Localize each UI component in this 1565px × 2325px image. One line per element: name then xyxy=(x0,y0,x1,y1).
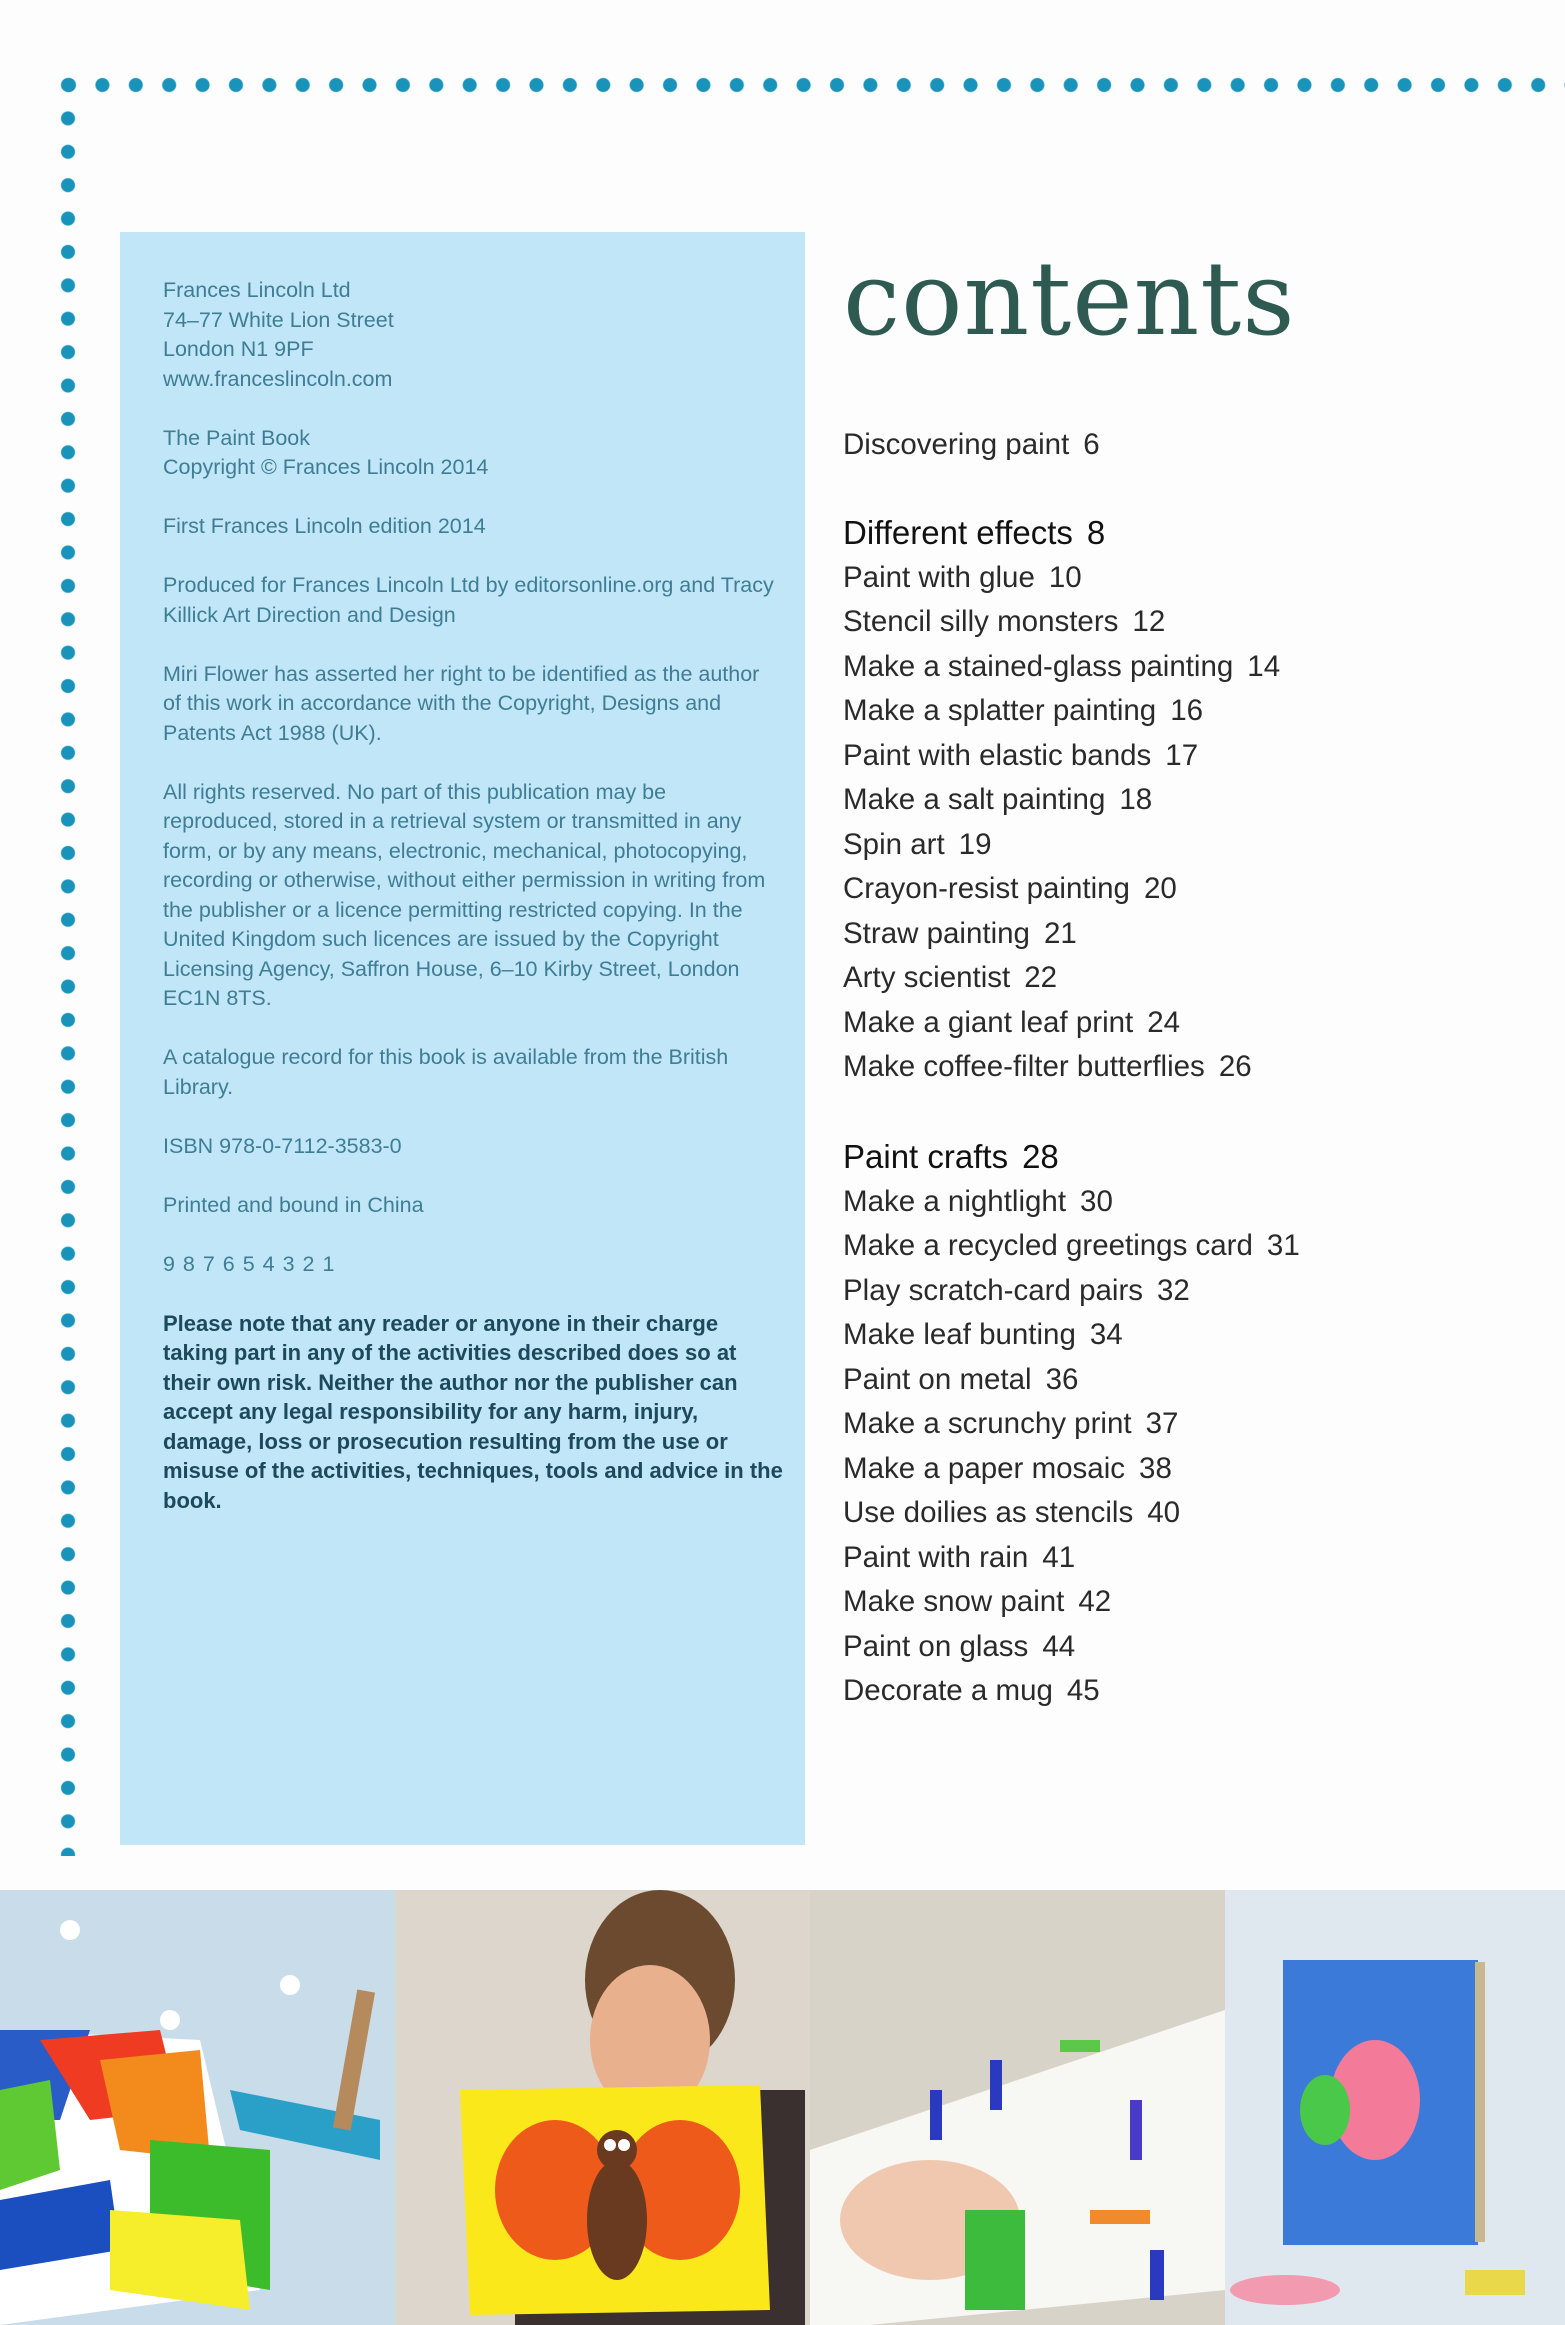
toc-entry[interactable] xyxy=(843,956,1280,1001)
toc-entry[interactable] xyxy=(843,867,1280,912)
toc-entry-label: Make a paper mosaic xyxy=(843,1451,1126,1485)
toc-entry-page: 34 xyxy=(1089,1318,1123,1351)
photo-strip xyxy=(0,1890,1565,2325)
toc-entry[interactable] xyxy=(843,556,1280,601)
dotted-border-left xyxy=(59,76,77,1856)
toc-entry-label: Straw painting xyxy=(843,916,1030,950)
toc-entry-page: 38 xyxy=(1139,1451,1172,1485)
publisher-address: Frances Lincoln Ltd 74–77 White Lion Street London N1 9PF www.franceslincoln.com xyxy=(163,278,394,391)
toc-entry[interactable] xyxy=(843,1402,1300,1447)
photo-handprint-turkey xyxy=(395,1890,810,2325)
toc-entry-label: Spin art xyxy=(843,827,945,861)
toc-entry[interactable] xyxy=(843,1447,1300,1492)
toc-entry[interactable] xyxy=(843,778,1280,823)
toc-entry-label: Paint with elastic bands xyxy=(843,738,1152,772)
edition: First Frances Lincoln edition 2014 xyxy=(163,514,486,538)
toc-entry-page: 28 xyxy=(1022,1138,1059,1175)
dotted-border-top xyxy=(60,76,1565,94)
toc-entry-label: Make leaf bunting xyxy=(843,1318,1076,1351)
print-line: 9 8 7 6 5 4 3 2 1 xyxy=(163,1251,336,1276)
toc-entry[interactable] xyxy=(843,1625,1300,1670)
toc-entry[interactable] xyxy=(843,1536,1300,1581)
toc-entry-page: 21 xyxy=(1043,916,1077,950)
toc-entry[interactable] xyxy=(843,1313,1300,1358)
toc-intro xyxy=(843,423,1100,468)
toc-entry-page: 30 xyxy=(1080,1184,1113,1218)
toc-entry-label: Paint with glue xyxy=(843,560,1035,594)
rights-reserved: All rights reserved. No part of this publication may be reproduced, stored in a retrieval system or transmitted in any form, or by any means, electronic, mechanical, photocopying, recording or otherwise, without either permission in writing from the publisher or a licence permitting restricted copying. In the United Kingdom such licences are issued by the Copyright Licensing Agency, Saffron House, 6–10 Kirby Street, London EC1N 8TS. xyxy=(163,779,766,1010)
toc-entry[interactable] xyxy=(843,1269,1300,1314)
toc-entry-page: 16 xyxy=(1170,694,1204,727)
toc-entry-page: 20 xyxy=(1143,872,1177,905)
toc-entry[interactable] xyxy=(843,689,1280,734)
photo-scrunchy-print xyxy=(810,1890,1225,2325)
spin-art-image xyxy=(0,1890,395,2325)
imprint-panel xyxy=(120,232,805,1845)
toc-entry-label: Make a nightlight xyxy=(843,1184,1067,1218)
toc-entry-label: Crayon-resist painting xyxy=(843,872,1130,905)
toc-entry[interactable] xyxy=(843,600,1280,645)
toc-entry-label: Arty scientist xyxy=(843,961,1011,994)
handprint-turkey-image xyxy=(395,1890,810,2325)
toc-entry-label: Stencil silly monsters xyxy=(843,605,1119,638)
toc-entry-page: 42 xyxy=(1078,1585,1112,1618)
toc-entry-page: 44 xyxy=(1042,1629,1076,1663)
safety-note: Please note that any reader or anyone in their charge taking part in any of the activities described does so at their own risk. Neither the author nor the publisher can accept any legal responsibility for any harm, injury, damage, loss or prosecution resulting from the use or misuse of the activities, techniques, tools and advice in the book. xyxy=(163,1310,783,1513)
isbn: ISBN 978-0-7112-3583-0 xyxy=(163,1133,402,1158)
toc-entry-page: 41 xyxy=(1042,1540,1076,1574)
produced-by: Produced for Frances Lincoln Ltd by editorsonline.org and Tracy Killick Art Direction and Design xyxy=(163,573,774,627)
toc-entry-label: Make a scrunchy print xyxy=(843,1407,1132,1440)
toc-entry-label: Decorate a mug xyxy=(843,1674,1053,1707)
toc-entry-page: 26 xyxy=(1218,1050,1252,1083)
toc-entry[interactable] xyxy=(843,645,1280,690)
toc-entry-label: Make a splatter painting xyxy=(843,694,1157,727)
toc-entry[interactable] xyxy=(843,1001,1280,1046)
toc-entry-label: Paint crafts xyxy=(843,1138,1009,1175)
toc-entry-page: 37 xyxy=(1145,1407,1179,1440)
book-copyright: The Paint Book Copyright © Frances Lincoln 2014 xyxy=(163,425,489,479)
toc-section-different-effects xyxy=(843,511,1280,1090)
toc-entry[interactable] xyxy=(843,1580,1300,1625)
toc-section-heading[interactable] xyxy=(843,1135,1300,1180)
toc-entry-label: Play scratch-card pairs xyxy=(843,1273,1144,1307)
toc-entry-label: Make a recycled greetings card xyxy=(843,1229,1253,1262)
toc-entry-label: Make snow paint xyxy=(843,1585,1065,1618)
toc-entry-page: 31 xyxy=(1266,1229,1300,1262)
toc-entry-page: 22 xyxy=(1024,961,1058,994)
toc-entry-page: 17 xyxy=(1165,738,1199,772)
toc-entry-page: 12 xyxy=(1132,605,1166,638)
toc-entry-label: Paint on glass xyxy=(843,1629,1029,1663)
toc-entry-label: Discovering paint xyxy=(843,428,1070,461)
toc-entry-page: 45 xyxy=(1066,1674,1100,1707)
toc-entry[interactable] xyxy=(843,1224,1300,1269)
toc-entry[interactable] xyxy=(843,1045,1280,1090)
painted-card-image xyxy=(1225,1890,1565,2325)
toc-section-heading[interactable] xyxy=(843,511,1280,556)
toc-entry-label: Make a stained-glass painting xyxy=(843,649,1234,683)
toc-entry-page: 6 xyxy=(1083,428,1100,461)
toc-entry-page: 8 xyxy=(1086,514,1106,551)
toc-entry[interactable] xyxy=(843,734,1280,779)
toc-entry-page: 19 xyxy=(958,827,992,861)
catalogue-record: A catalogue record for this book is available from the British Library. xyxy=(163,1045,729,1099)
toc-entry[interactable] xyxy=(843,1358,1300,1403)
toc-entry-page: 36 xyxy=(1045,1362,1079,1396)
toc-entry-label: Paint with rain xyxy=(843,1540,1029,1574)
toc-entry[interactable] xyxy=(843,1180,1300,1225)
toc-entry-label: Paint on metal xyxy=(843,1362,1032,1396)
author-rights: Miri Flower has asserted her right to be identified as the author of this work in accordance with the Copyright, Designs and Patents Act 1988 (UK). xyxy=(163,661,760,745)
toc-entry-page: 24 xyxy=(1147,1005,1181,1039)
toc-section-paint-crafts xyxy=(843,1135,1300,1714)
printed-in: Printed and bound in China xyxy=(163,1192,424,1217)
photo-painted-card xyxy=(1225,1890,1565,2325)
toc-entry[interactable] xyxy=(843,912,1280,957)
toc-entry-label: Make a salt painting xyxy=(843,783,1106,816)
toc-entry-page: 40 xyxy=(1147,1496,1181,1529)
toc-entry[interactable] xyxy=(843,823,1280,868)
toc-entry[interactable] xyxy=(843,1669,1300,1714)
toc-entry-page: 10 xyxy=(1048,560,1082,594)
toc-entry-label: Make a giant leaf print xyxy=(843,1005,1134,1039)
contents-title: contents xyxy=(843,240,1296,359)
toc-entry-label: Different effects xyxy=(843,514,1073,551)
imprint-text xyxy=(163,276,783,1545)
toc-entry[interactable] xyxy=(843,1491,1300,1536)
toc-entry-label: Use doilies as stencils xyxy=(843,1496,1134,1529)
scrunchy-print-image xyxy=(810,1890,1225,2325)
toc-entry-page: 18 xyxy=(1119,783,1153,816)
toc-entry-label: Make coffee-filter butterflies xyxy=(843,1050,1205,1083)
toc-entry-page: 14 xyxy=(1247,649,1281,683)
photo-spin-art xyxy=(0,1890,395,2325)
toc-entry[interactable] xyxy=(843,423,1100,468)
toc-entry-page: 32 xyxy=(1157,1273,1190,1307)
